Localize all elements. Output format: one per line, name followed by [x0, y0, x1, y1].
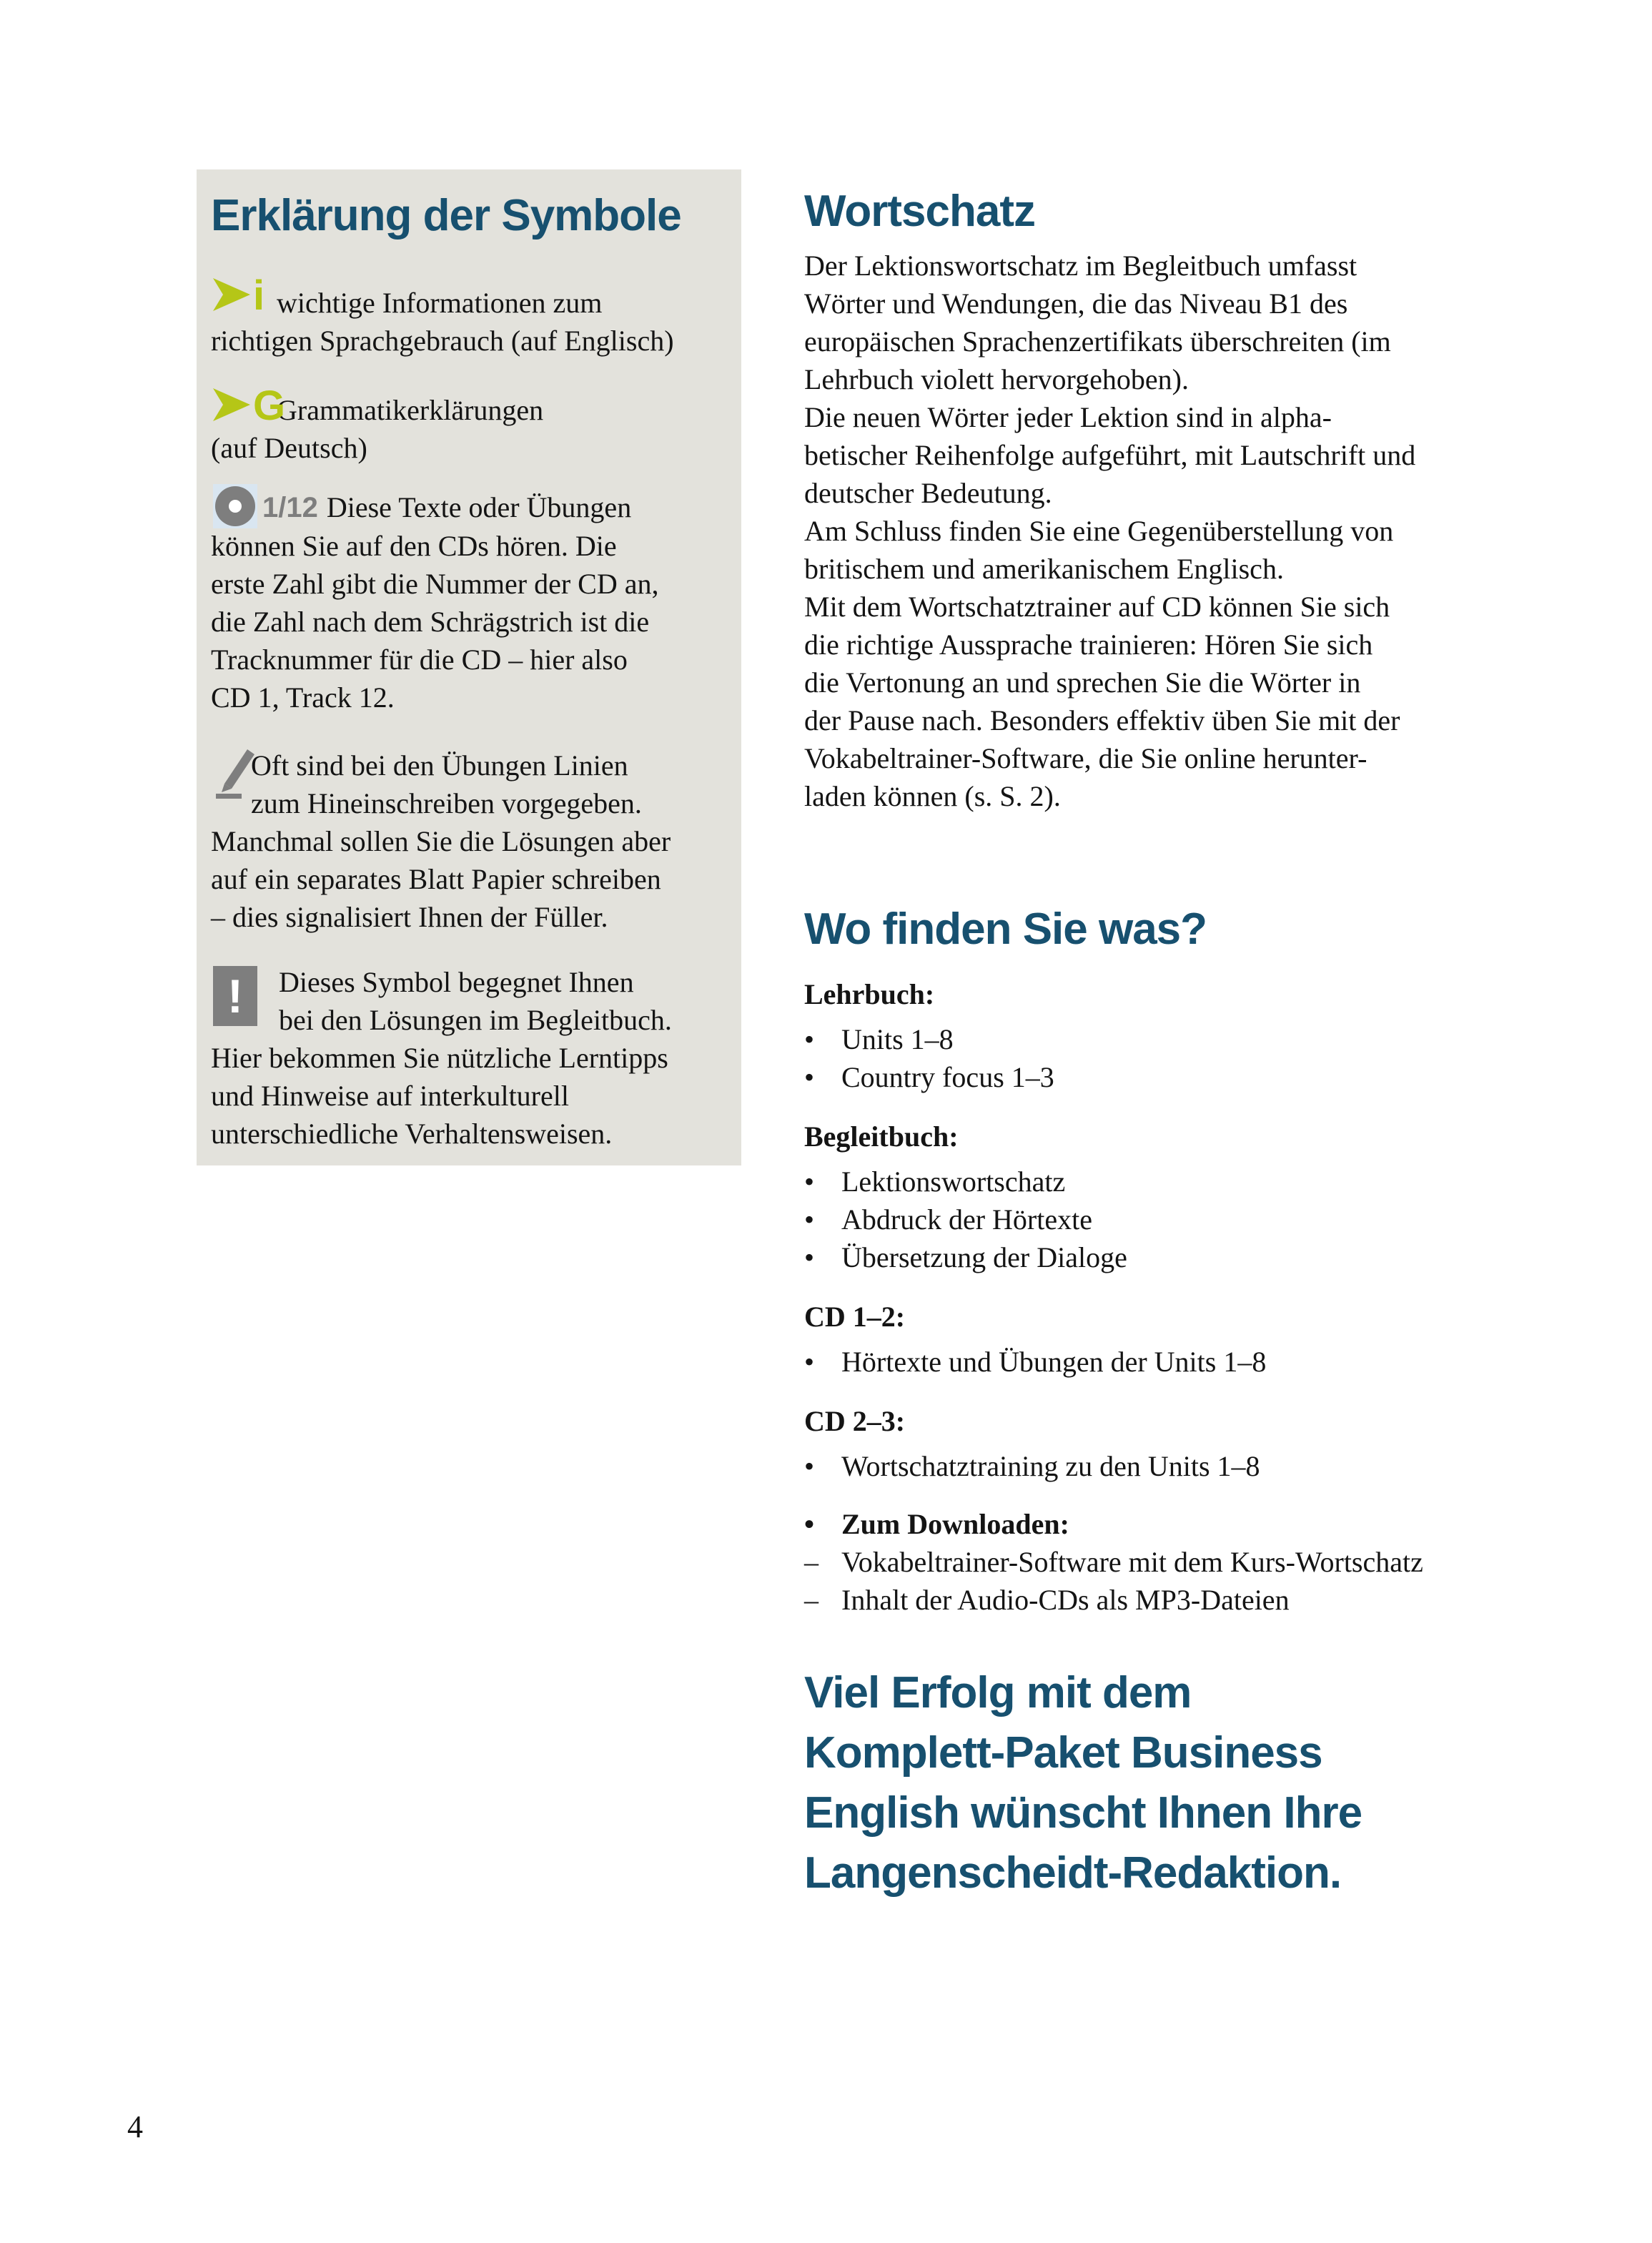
wortschatz-body: [804, 247, 1519, 815]
section-label-cd12: CD 1–2:: [804, 1301, 906, 1333]
body-line: europäischen Sprachenzertifikats überschreiten (im: [804, 325, 1391, 358]
download-item: [804, 1581, 1519, 1619]
list-item-text: Units 1–8: [841, 1023, 954, 1055]
body-line: der Pause nach. Besonders effektiv üben Sie mit der: [804, 704, 1400, 736]
list-item: [804, 1058, 1519, 1096]
wortschatz-heading: Wortschatz: [804, 187, 1036, 236]
bullet-marker: •: [804, 1508, 815, 1540]
list-item: [804, 1201, 1519, 1238]
list-item: [804, 1238, 1519, 1276]
body-line: die richtige Aussprache trainieren: Hören Sie sich: [804, 628, 1373, 661]
symbol-text-line: zum Hineinschreiben vorgegeben.: [251, 787, 642, 819]
grammar-letter: G: [253, 383, 286, 429]
symbol-text-line: richtigen Sprachgebrauch (auf Englisch): [211, 325, 674, 357]
list-item-text: Übersetzung der Dialoge: [841, 1241, 1127, 1273]
cd23-list: [804, 1447, 1519, 1485]
bullet-marker: •: [804, 1450, 815, 1482]
bullet-marker: •: [804, 1061, 815, 1093]
list-item: [804, 1020, 1519, 1058]
section-label-begleitbuch: Begleitbuch:: [804, 1120, 959, 1153]
body-line: Mit dem Wortschatztrainer auf CD können Sie sich: [804, 591, 1390, 623]
symbol-item-grammar: [211, 383, 727, 467]
symbols-legend-box: [197, 169, 741, 1165]
symbol-text-line: bei den Lösungen im Begleitbuch.: [279, 1004, 672, 1036]
download-item-text: Inhalt der Audio-CDs als MP3-Dateien: [841, 1584, 1290, 1616]
symbol-text-line: Dieses Symbol begegnet Ihnen: [279, 966, 634, 998]
grammar-arrow-icon: [213, 383, 286, 429]
dash-marker: –: [804, 1584, 818, 1616]
body-line: deutscher Bedeutung.: [804, 477, 1052, 509]
closing-message: [804, 1663, 1519, 1903]
bullet-marker: •: [804, 1023, 815, 1055]
list-item-text: Hörtexte und Übungen der Units 1–8: [841, 1346, 1267, 1378]
list-item-text: Abdruck der Hörtexte: [841, 1203, 1092, 1236]
list-item-text: Lektionswortschatz: [841, 1165, 1066, 1198]
symbol-item-pencil: [211, 746, 727, 936]
download-item: [804, 1543, 1519, 1581]
symbol-text-line: wichtige Informationen zum: [277, 287, 603, 319]
arrow-glyph: [213, 388, 250, 421]
symbol-item-exclamation: [211, 963, 727, 1153]
list-item: [804, 1163, 1519, 1201]
list-item-text: Country focus 1–3: [841, 1061, 1054, 1093]
section-label-cd23: CD 2–3:: [804, 1405, 906, 1437]
body-line: Der Lektionswortschatz im Begleitbuch umfasst: [804, 250, 1357, 282]
info-letter: i: [253, 272, 265, 319]
symbol-text-line: – dies signalisiert Ihnen der Füller.: [211, 901, 608, 933]
pencil-icon: [213, 746, 256, 799]
symbol-text-line: auf ein separates Blatt Papier schreiben: [211, 863, 661, 895]
body-line: Vokabeltrainer-Software, die Sie online herunter-: [804, 742, 1367, 774]
info-arrow-icon: [213, 272, 265, 319]
symbol-text-line: unterschiedliche Verhaltensweisen.: [211, 1118, 613, 1150]
cd-track-reference: 1/12: [262, 492, 318, 523]
list-item: [804, 1343, 1519, 1381]
bullet-marker: •: [804, 1241, 815, 1273]
body-line: Wörter und Wendungen, die das Niveau B1 des: [804, 287, 1348, 320]
symbol-item-cd: [211, 488, 727, 716]
finden-heading: Wo finden Sie was?: [804, 904, 1207, 954]
dash-marker: –: [804, 1546, 818, 1578]
symbol-text-line: [211, 488, 727, 527]
cd-icon: [213, 484, 257, 528]
body-line: betischer Reihenfolge aufgeführt, mit Lautschrift und: [804, 439, 1416, 471]
closing-line: English wünscht Ihnen Ihre: [804, 1788, 1362, 1838]
closing-line: Komplett-Paket Business: [804, 1728, 1322, 1778]
page-number: 4: [127, 2109, 143, 2144]
begleitbuch-list: [804, 1163, 1519, 1276]
bullet-marker: •: [804, 1165, 815, 1198]
body-line: Die neuen Wörter jeder Lektion sind in alpha-: [804, 401, 1332, 433]
symbols-box-title: Erklärung der Symbole: [211, 191, 681, 240]
symbol-text: Diese Texte oder Übungen: [326, 491, 632, 523]
symbol-text-line: Hier bekommen Sie nützliche Lerntipps: [211, 1042, 668, 1074]
list-item: [804, 1447, 1519, 1485]
download-label-row: [804, 1505, 1519, 1543]
cd12-list: [804, 1343, 1519, 1381]
body-line: die Vertonung an und sprechen Sie die Wörter in: [804, 666, 1361, 699]
download-label: Zum Downloaden:: [841, 1508, 1069, 1540]
download-section: [804, 1505, 1519, 1619]
symbol-text-line: Tracknummer für die CD – hier also: [211, 644, 628, 676]
bullet-marker: •: [804, 1203, 815, 1236]
arrow-glyph: [213, 278, 250, 311]
closing-line: Langenscheidt-Redaktion.: [804, 1848, 1342, 1898]
symbol-text-line: erste Zahl gibt die Nummer der CD an,: [211, 568, 659, 600]
body-line: laden können (s. S. 2).: [804, 780, 1061, 812]
section-label-lehrbuch: Lehrbuch:: [804, 978, 935, 1010]
body-line: britischem und amerikanischem Englisch.: [804, 553, 1284, 585]
download-item-text: Vokabeltrainer-Software mit dem Kurs-Wortschatz: [841, 1546, 1423, 1578]
exclamation-glyph: !: [213, 966, 257, 1026]
exclamation-icon: [213, 966, 257, 1026]
pencil-glyph: [213, 746, 256, 799]
symbol-text-line: Grammatikerklärungen: [277, 394, 544, 426]
symbol-text-line: und Hinweise auf interkulturell: [211, 1080, 569, 1112]
closing-line: Viel Erfolg mit dem: [804, 1668, 1192, 1717]
lehrbuch-list: [804, 1020, 1519, 1096]
body-line: Lehrbuch violett hervorgehoben).: [804, 363, 1189, 395]
bullet-marker: •: [804, 1346, 815, 1378]
list-item-text: Wortschatztraining zu den Units 1–8: [841, 1450, 1260, 1482]
symbol-text-line: Manchmal sollen Sie die Lösungen aber: [211, 825, 671, 857]
symbol-text-line: CD 1, Track 12.: [211, 681, 395, 714]
main-column: [804, 187, 1519, 1903]
body-line: Am Schluss finden Sie eine Gegenüberstellung von: [804, 515, 1394, 547]
symbol-text-line: Oft sind bei den Übungen Linien: [251, 749, 628, 782]
symbol-text-line: können Sie auf den CDs hören. Die: [211, 530, 617, 562]
symbol-text-line: die Zahl nach dem Schrägstrich ist die: [211, 606, 650, 638]
symbol-item-info: [211, 272, 727, 360]
symbol-text-line: (auf Deutsch): [211, 432, 367, 464]
